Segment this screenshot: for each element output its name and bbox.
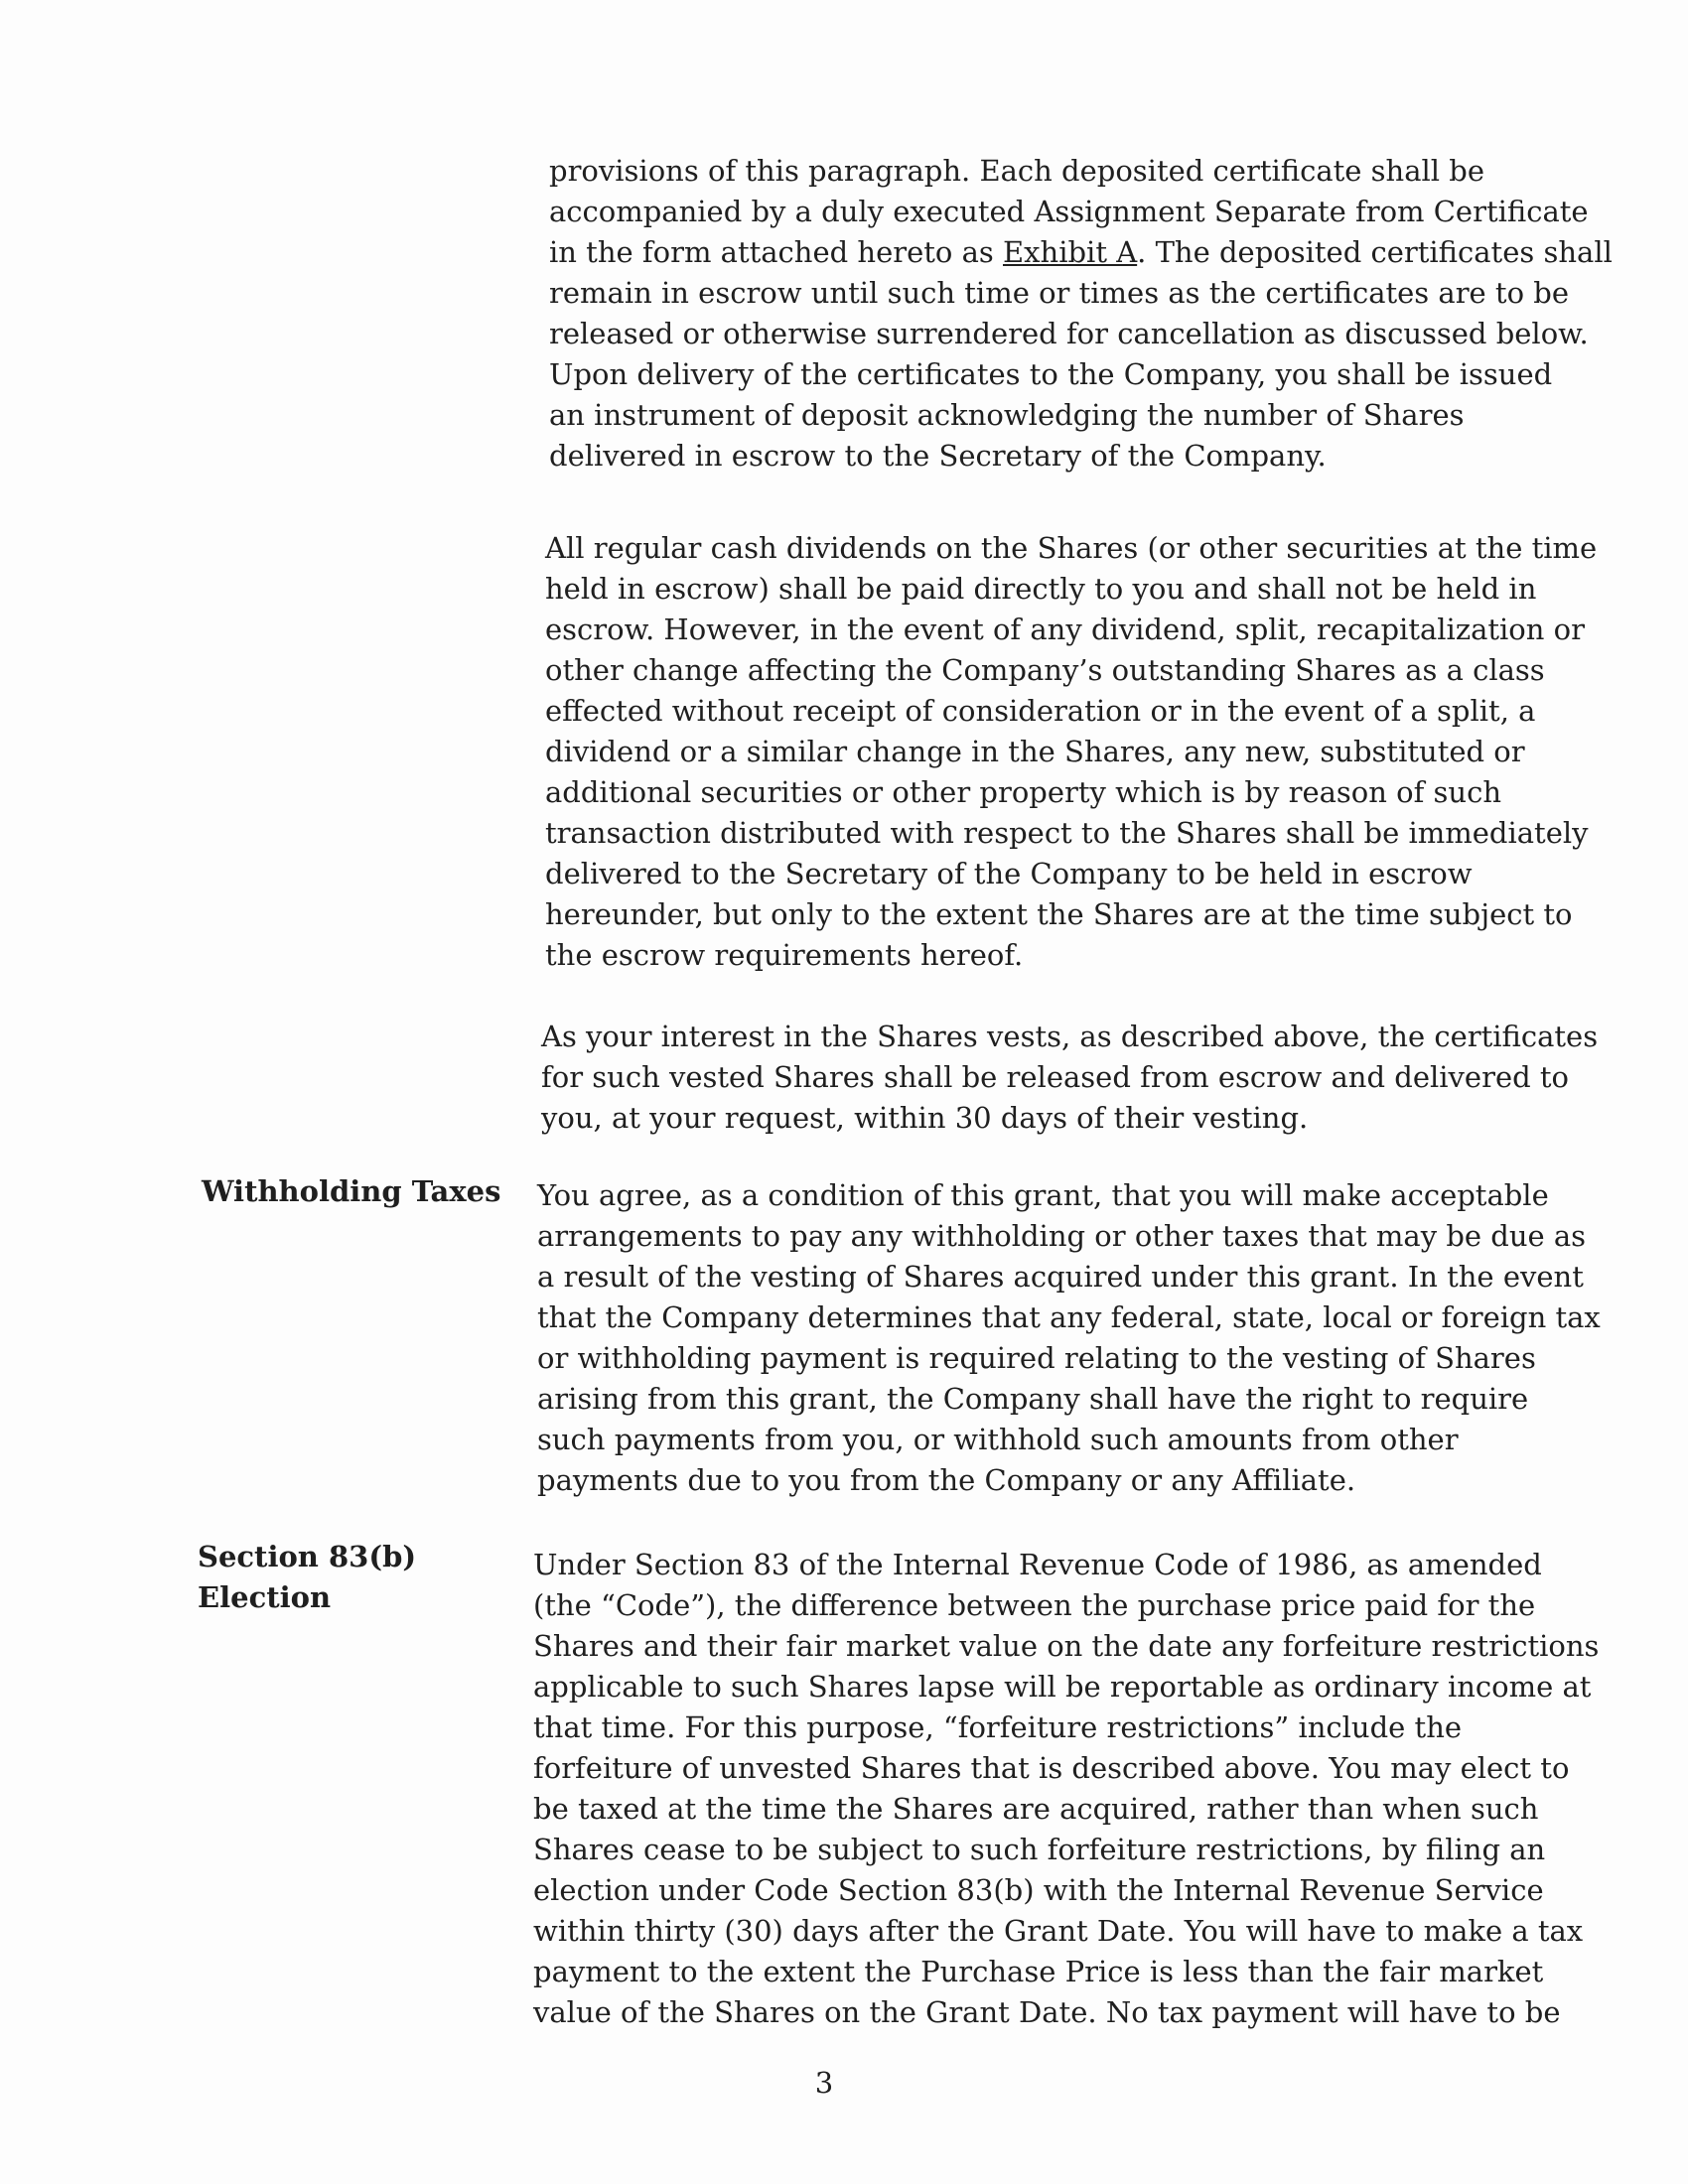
text-line: other change affecting the Company’s outstanding Shares as a class [545,653,1545,687]
text-line: held in escrow) shall be paid directly to you and shall not be held in [545,572,1537,606]
text-line: for such vested Shares shall be released from escrow and delivered to [541,1060,1570,1094]
text-line: value of the Shares on the Grant Date. No tax payment will have to be [533,1995,1561,2029]
paragraph-section-83b [533,1545,1600,2033]
text-line: remain in escrow until such time or times as the certificates are to be [549,276,1569,310]
text-line: arising from this grant, the Company shall have the right to require [537,1382,1529,1416]
text-line: Shares and their fair market value on the date any forfeiture restrictions [533,1629,1600,1663]
text-line: Under Section 83 of the Internal Revenue Code of 1986, as amended [533,1548,1542,1581]
text-fragment: . The deposited certificates shall [1137,235,1613,269]
text-line: accompanied by a duly executed Assignment Separate from Certificate [549,195,1589,228]
page-number: 3 [814,2066,834,2100]
text-line: a result of the vesting of Shares acquired under this grant. In the event [537,1260,1584,1294]
text-line: the escrow requirements hereof. [545,938,1024,972]
paragraph-withholding-taxes [537,1175,1601,1501]
text-line: released or otherwise surrendered for cancellation as discussed below. [549,317,1589,350]
text-line: You agree, as a condition of this grant, that you will make acceptable [537,1178,1549,1212]
text-line: election under Code Section 83(b) with the Internal Revenue Service [533,1873,1544,1907]
text-line: delivered in escrow to the Secretary of the Company. [549,439,1327,473]
text-line: you, at your request, within 30 days of their vesting. [541,1101,1309,1135]
text-line: such payments from you, or withhold such amounts from other [537,1423,1459,1456]
text-line: payment to the extent the Purchase Price is less than the fair market [533,1955,1544,1988]
text-line: Shares cease to be subject to such forfeiture restrictions, by filing an [533,1833,1546,1866]
heading-text: Section 83(b) [198,1540,417,1573]
text-line: escrow. However, in the event of any dividend, split, recapitalization or [545,613,1585,646]
text-line: All regular cash dividends on the Shares (or other securities at the time [545,531,1598,565]
text-line: transaction distributed with respect to the Shares shall be immediately [545,816,1589,850]
text-line: or withholding payment is required relating to the vesting of Shares [537,1341,1536,1375]
text-line: that the Company determines that any federal, state, local or foreign tax [537,1300,1601,1334]
paragraph-vesting-release [541,1017,1599,1139]
text-line: delivered to the Secretary of the Company to be held in escrow [545,857,1473,890]
exhibit-a-link: Exhibit A [1003,235,1138,269]
text-line: within thirty (30) days after the Grant Date. You will have to make a tax [533,1914,1584,1948]
text-line: applicable to such Shares lapse will be reportable as ordinary income at [533,1670,1592,1704]
text-line: Upon delivery of the certificates to the Company, you shall be issued [549,357,1553,391]
text-line: be taxed at the time the Shares are acquired, rather than when such [533,1792,1539,1826]
paragraph-escrow-deposit [549,151,1613,477]
heading-withholding-taxes [202,1171,500,1212]
text-line: effected without receipt of consideration or in the event of a split, a [545,694,1536,728]
heading-text: Election [198,1580,332,1614]
text-line: As your interest in the Shares vests, as described above, the certificates [541,1020,1599,1053]
text-line: an instrument of deposit acknowledging the number of Shares [549,398,1465,432]
text-line: (the “Code”), the difference between the purchase price paid for the [533,1588,1536,1622]
text-line: arrangements to pay any withholding or other taxes that may be due as [537,1219,1587,1253]
text-line [549,232,1613,273]
text-line: that time. For this purpose, “forfeiture restrictions” include the [533,1710,1463,1744]
text-fragment: in the form attached hereto as [549,235,994,269]
text-line: payments due to you from the Company or any Affiliate. [537,1463,1356,1497]
text-line: dividend or a similar change in the Shares, any new, substituted or [545,735,1525,768]
heading-section-83b-election [198,1537,416,1618]
text-line: hereunder, but only to the extent the Shares are at the time subject to [545,897,1573,931]
text-line: forfeiture of unvested Shares that is described above. You may elect to [533,1751,1570,1785]
heading-text: Withholding Taxes [202,1174,501,1208]
paragraph-dividends [545,528,1598,976]
text-line: provisions of this paragraph. Each deposited certificate shall be [549,154,1485,188]
text-line: additional securities or other property which is by reason of such [545,775,1502,809]
